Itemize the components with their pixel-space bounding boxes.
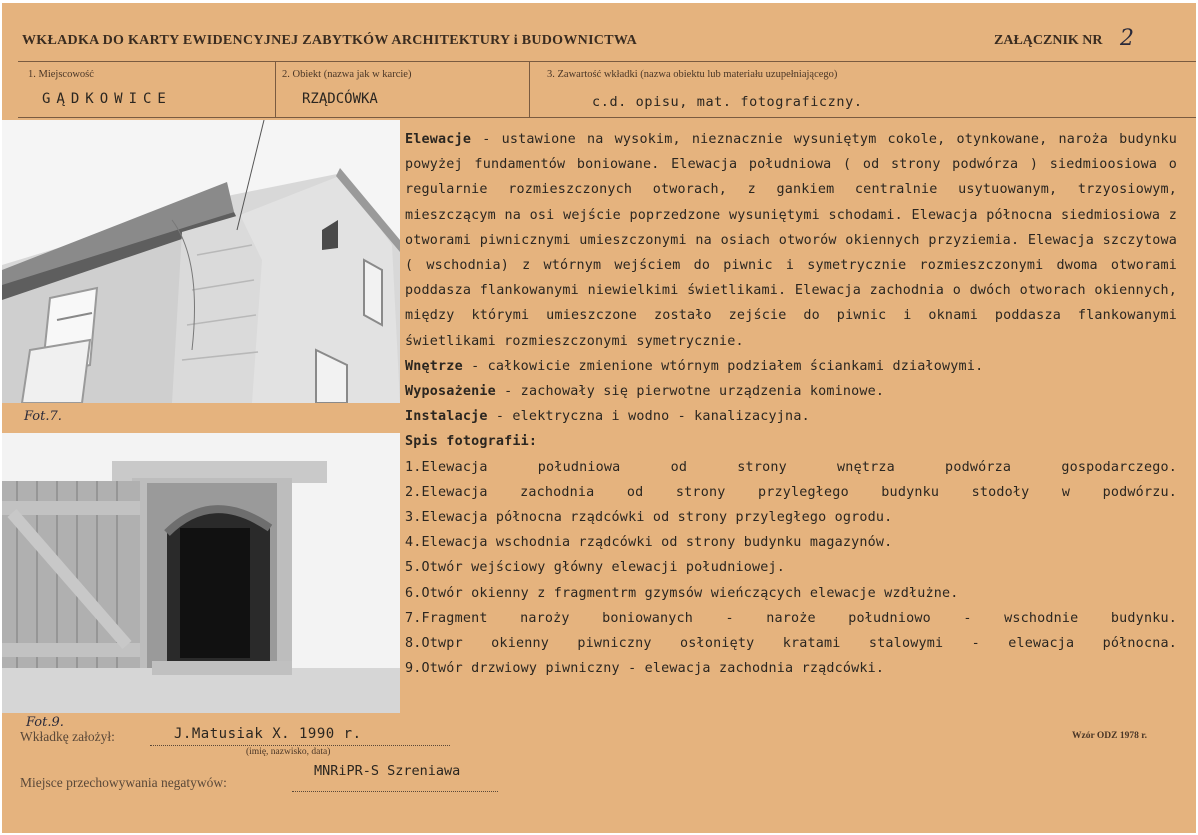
list-item: 8.Otwpr okienny piwniczny osłonięty kratami stalowymi - elewacja północna. <box>405 636 1177 652</box>
list-item: 2.Elewacja zachodnia od strony przyległego budynku stodoły w podwórzu. <box>405 484 1177 500</box>
locality-value: GĄDKOWICE <box>42 91 172 107</box>
content-label: 3. Zawartość wkładki (nazwa obiektu lub materiału uzupełniającego) <box>547 69 838 80</box>
content-value: c.d. opisu, mat. fotograficzny. <box>592 94 863 110</box>
attachment-number: 2 <box>1120 26 1134 51</box>
photo-cellar-doorway <box>2 433 400 713</box>
list-item: 7.Fragment naroży boniowanych - naroże południowo - wschodnie budynku. <box>405 610 1177 626</box>
list-item: 9.Otwór drzwiowy piwniczny - elewacja zachodnia rządcówki. <box>405 661 885 677</box>
fields-divider <box>18 117 1196 118</box>
field-separator-2 <box>529 61 530 117</box>
spis-heading: Spis fotografii: <box>405 434 538 450</box>
author-value: J.Matusiak X. 1990 r. <box>174 726 362 742</box>
header-divider <box>18 61 1196 62</box>
wyposazenie-heading: Wyposażenie <box>405 384 496 400</box>
storage-label: Miejsce przechowywania negatywów: <box>20 775 227 790</box>
object-label: 2. Obiekt (nazwa jak w karcie) <box>282 69 412 80</box>
list-item: 1.Elewacja południowa od strony wnętrza podwórza gospodarczego. <box>405 459 1177 475</box>
object-value: RZĄDCÓWKA <box>302 91 378 107</box>
photo1-caption: Fot.7. <box>24 409 62 424</box>
list-item: 3.Elewacja północna rządcówki od strony przyległego ogrodu. <box>405 510 893 526</box>
elewacje-text: - ustawione na wysokim, nieznacznie wysuniętym cokole, otynkowane, naroża budynku powyżej fundamentów boniowane. Elewacja południowa ( od strony podwórza ) siedmioosiowa o regularnie rozmieszczonych otworach, z gankiem centralnie usytuowanym, trzyosiowym, mieszczącym na osi wejście poprzedzone wysuniętymi schodami. Elewacja północna siedmiosiowa z otworami piwnicznymi umieszczonymi na osiach otworów okiennych przyziemia. Elewacja szczytowa ( wschodnia) z wtórnym wejściem do piwnic i symetrycznie rozmieszczonymi dwoma otworami poddasza flankowanymi niewielkimi świetlikami. Elewacja zachodnia o dwóch otworach okiennych, między którymi umieszczone zostało zejście do piwnic i oknami poddasza flankowanymi świetlikami rozmieszczonymi symetrycznie. <box>405 132 1177 349</box>
card-title: WKŁADKA DO KARTY EWIDENCYJNEJ ZABYTKÓW ARCHITEKTURY i BUDOWNICTWA <box>22 33 638 48</box>
wyposazenie-paragraph <box>405 379 1177 404</box>
attachment-label: ZAŁĄCZNIK NR <box>994 33 1103 48</box>
wnetrze-heading: Wnętrze <box>405 358 463 374</box>
author-label: Wkładkę założył: <box>20 729 115 744</box>
author-line <box>150 745 450 746</box>
wnetrze-paragraph <box>405 354 1177 379</box>
photo2-caption: Fot.9. <box>26 715 64 730</box>
instalacje-heading: Instalacje <box>405 409 488 425</box>
building-corner-image <box>2 120 400 403</box>
elewacje-heading: Elewacje <box>405 132 472 147</box>
spis-heading-paragraph <box>405 429 1177 454</box>
instalacje-paragraph <box>405 404 1177 429</box>
list-item: 4.Elewacja wschodnia rządcówki od strony budynku magazynów. <box>405 535 893 551</box>
list-item: 5.Otwór wejściowy główny elewacji południowej. <box>405 560 786 576</box>
photo-building-corner <box>2 120 400 403</box>
field-separator-1 <box>275 61 276 117</box>
description-text <box>405 127 1177 681</box>
wyposazenie-text: - zachowały się pierwotne urządzenia kominowe. <box>495 384 885 400</box>
storage-value: MNRiPR-S Szreniawa <box>314 763 461 779</box>
author-hint: (imię, nazwisko, data) <box>246 747 331 757</box>
photo-list <box>405 455 1177 682</box>
record-card <box>2 3 1196 833</box>
elewacje-paragraph <box>405 127 1177 354</box>
locality-label: 1. Miejscowość <box>28 69 94 80</box>
cellar-doorway-image <box>2 433 400 713</box>
instalacje-text: - elektryczna i wodno - kanalizacyjna. <box>487 409 810 425</box>
storage-line <box>292 791 498 792</box>
form-model: Wzór ODZ 1978 r. <box>1072 731 1147 741</box>
wnetrze-text: - całkowicie zmienione wtórnym podziałem ściankami działowymi. <box>462 358 984 374</box>
list-item: 6.Otwór okienny z fragmentrm gzymsów wieńczących elewacje wzdłużne. <box>405 585 959 601</box>
